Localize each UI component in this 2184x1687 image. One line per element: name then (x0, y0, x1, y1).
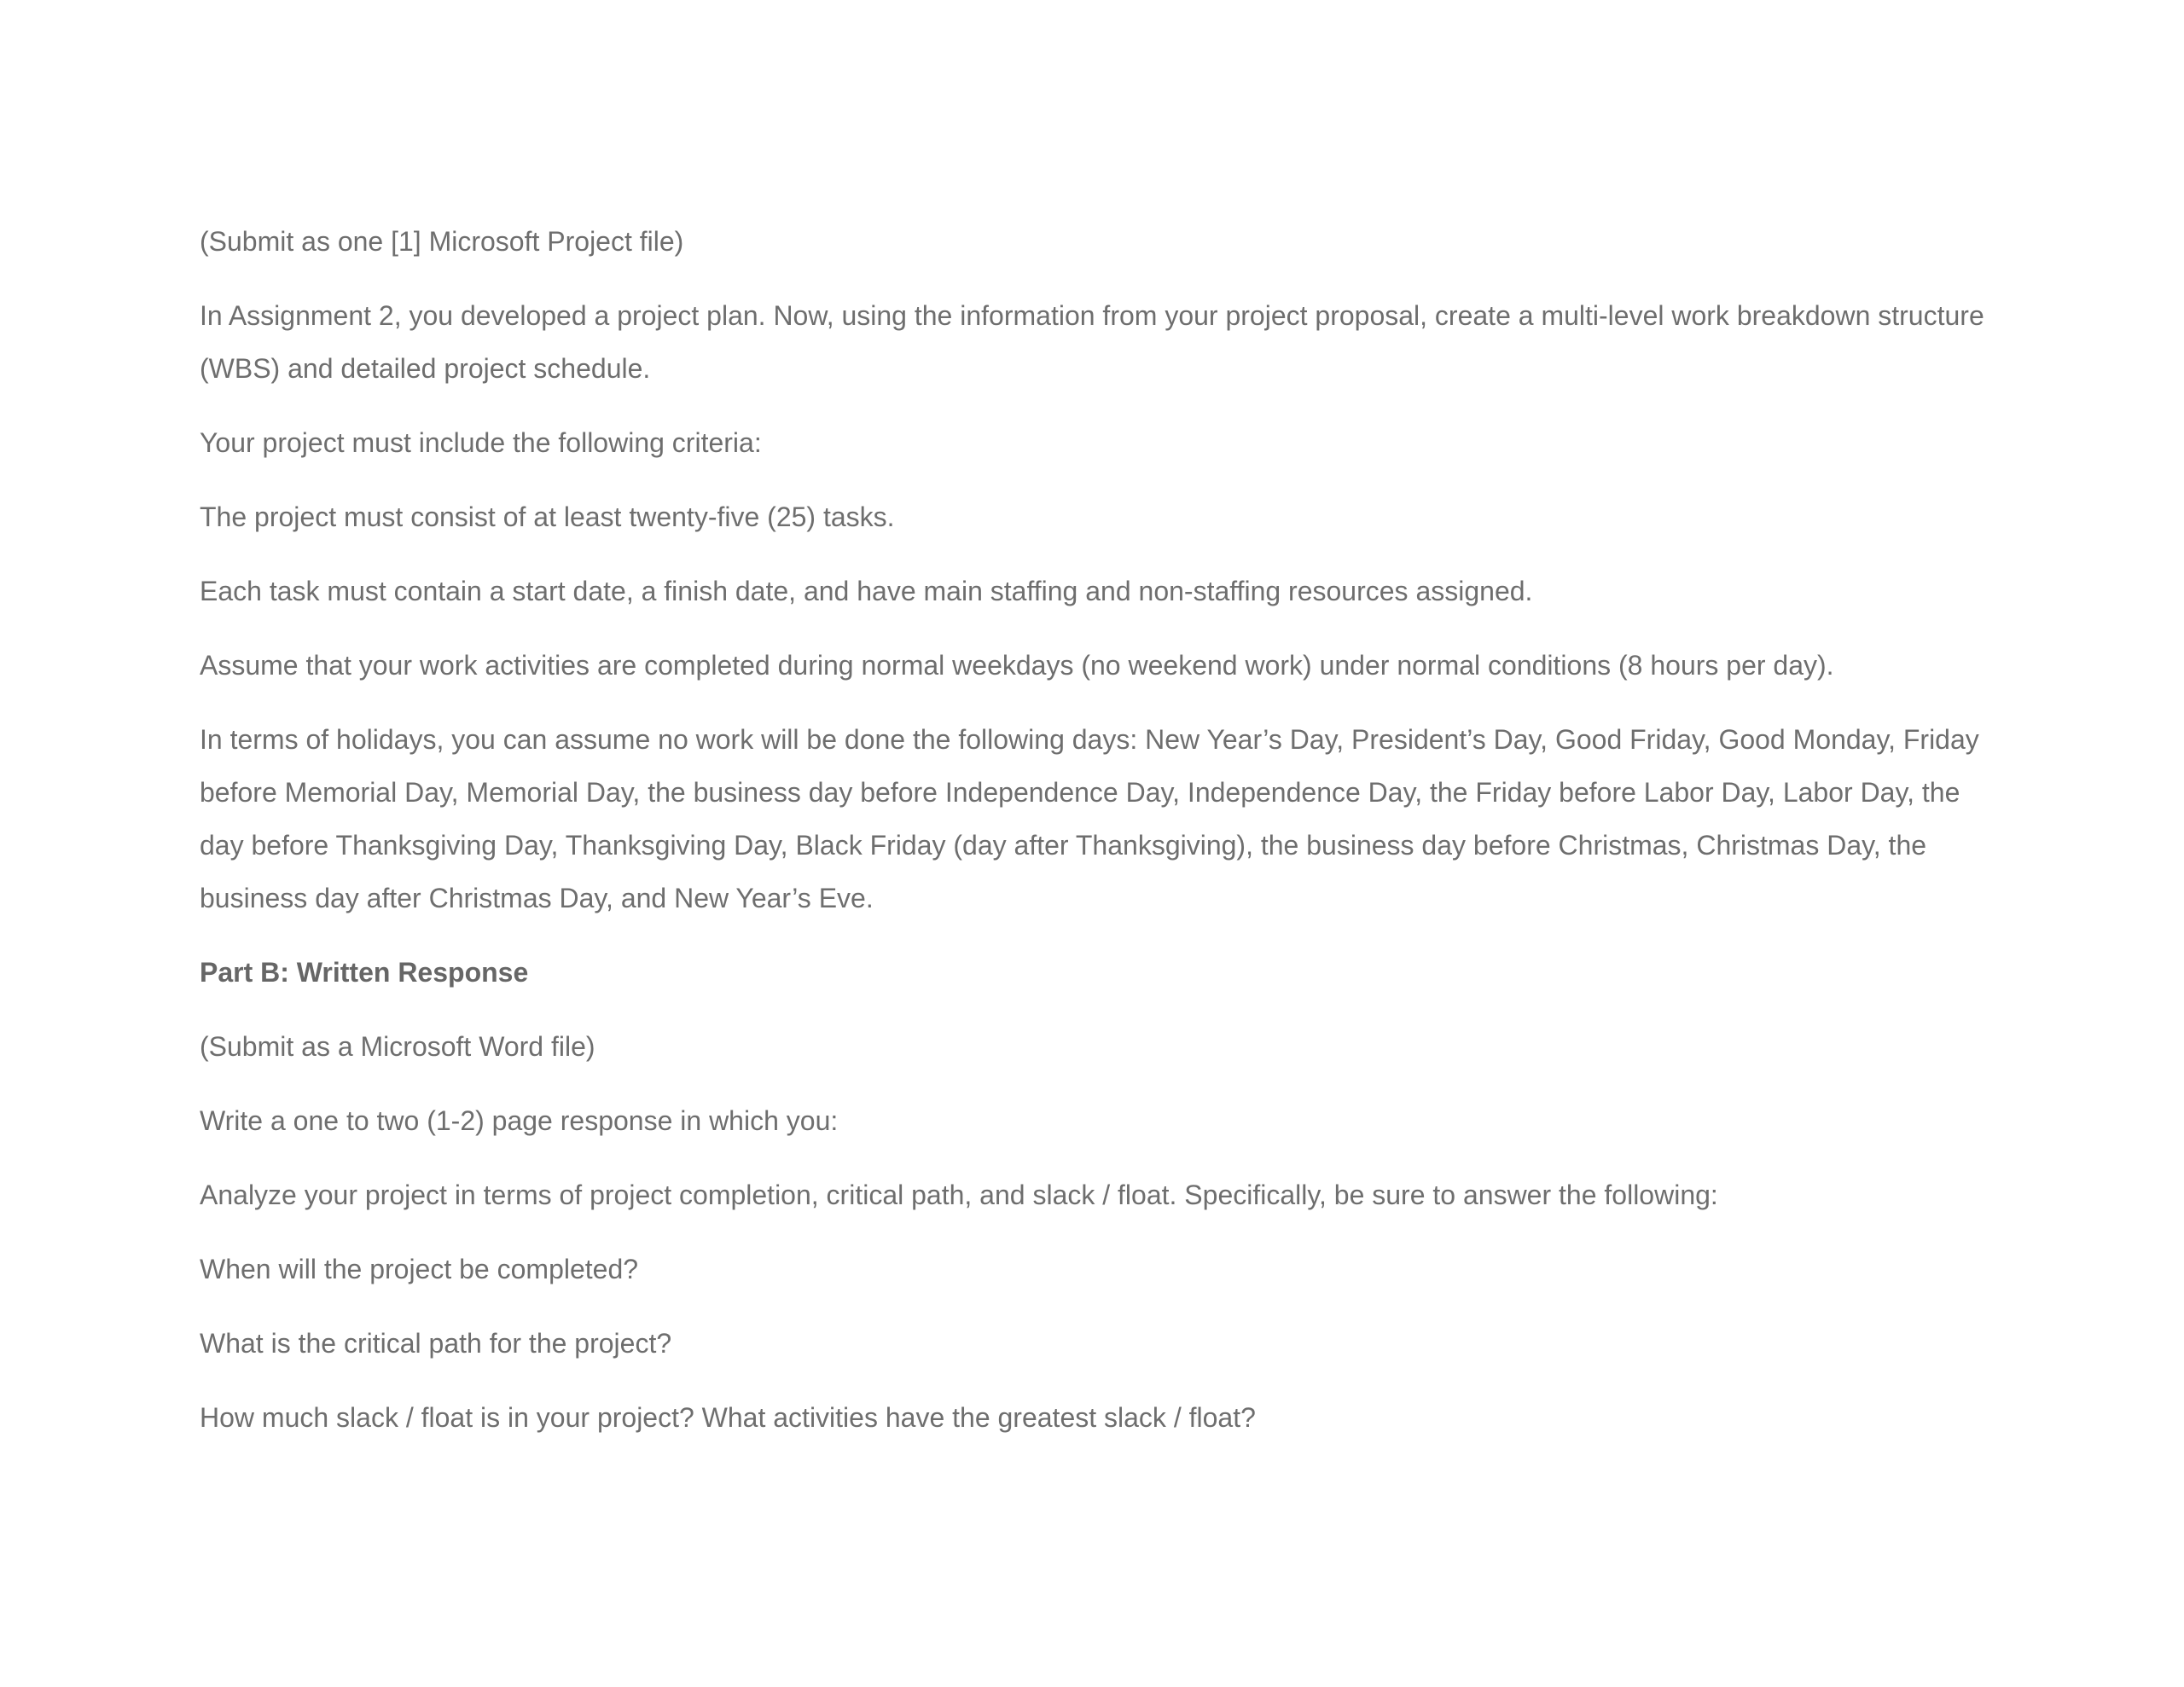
question-slack-float: How much slack / float is in your project? What activities have the greatest slack / float? (200, 1402, 1256, 1433)
criterion-work-days: Assume that your work activities are completed during normal weekdays (no weekend work) under normal conditions (8 hours per day). (200, 650, 1834, 681)
question-critical-path: What is the critical path for the project? (200, 1328, 672, 1359)
response-instruction: Write a one to two (1-2) page response in which you: (200, 1105, 839, 1136)
assignment-intro-paragraph: In Assignment 2, you developed a project plan. Now, using the information from your project proposal, create a multi-level work breakdown structure (WBS) and detailed project schedule. (200, 300, 1984, 384)
question-completion: When will the project be completed? (200, 1254, 639, 1284)
analysis-instruction: Analyze your project in terms of project completion, critical path, and slack / float. Specifically, be sure to answer the following: (200, 1180, 1718, 1210)
criterion-holidays: In terms of holidays, you can assume no work will be done the following days: New Year’s Day, President’s Day, Good Friday, Good Monday, Friday before Memorial Day, Memorial Day, the business day before Independence Day, Independence Day, the Friday before Labor Day, Labor Day, the day before Thanksgiving Day, Thanksgiving Day, Black Friday (day after Thanksgiving), the business day before Christmas, Christmas Day, the business day after Christmas Day, and New Year’s Eve. (200, 724, 1979, 913)
submit-word-note: (Submit as a Microsoft Word file) (200, 1031, 595, 1062)
submit-project-note: (Submit as one [1] Microsoft Project file) (200, 226, 684, 257)
part-b-heading: Part B: Written Response (200, 957, 529, 988)
criteria-intro: Your project must include the following criteria: (200, 427, 762, 458)
document-page (200, 215, 2008, 1465)
criterion-task-count: The project must consist of at least twenty-five (25) tasks. (200, 501, 895, 532)
criterion-task-dates: Each task must contain a start date, a finish date, and have main staffing and non-staffing resources assigned. (200, 576, 1533, 606)
